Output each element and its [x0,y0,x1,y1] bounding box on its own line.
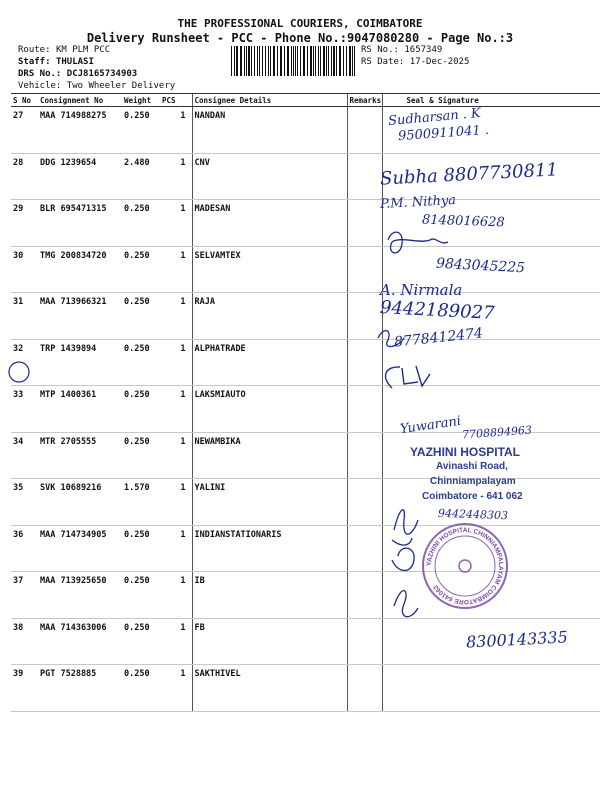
stamp-hospital-name: YAZHINI HOSPITAL [410,445,521,459]
consignee-cell: YALINI [192,479,347,526]
seal-ring-text: YAZHINI HOSPITAL CHINNIAMPALAYAM COIMBATORE 641062 [425,526,505,606]
sno-cell: 38 [11,618,38,665]
stamp-address-line: Avinashi Road, [436,461,508,472]
staff-label: Staff: [18,57,51,67]
sno-cell: 32 [11,339,38,386]
sno-cell: 28 [11,153,38,200]
pcs-cell: 1 [160,525,192,572]
pcs-cell: 1 [160,432,192,479]
pcs-cell: 1 [160,572,192,619]
sno-cell: 37 [11,572,38,619]
vehicle-label: Vehicle: [18,81,62,91]
consignment-cell: MTR 2705555 [38,432,122,479]
col-sno: S No [11,94,38,107]
consignment-cell: TMG 200834720 [38,246,122,293]
col-remarks: Remarks [347,94,382,107]
runsheet-subtitle: Delivery Runsheet - PCC - Phone No.:9047080280 - Page No.:3 [86,31,514,45]
consignee-cell: IB [192,572,347,619]
weight-cell: 0.250 [122,107,160,154]
consignee-cell: NANDAN [192,107,347,154]
col-signature: Seal & Signature [382,94,600,107]
weight-cell: 0.250 [122,200,160,247]
signature-34-phone: 7708894963 [461,423,533,442]
consignee-cell: NEWAMBIKA [192,432,347,479]
weight-cell: 1.570 [122,479,160,526]
pcs-cell: 1 [160,665,192,712]
signature-28: Subha 8807730811 [379,159,559,190]
signature-27-phone: 9500911041 . [397,122,490,145]
consignment-cell: MAA 713925650 [38,572,122,619]
row-33-signature-mark [386,366,430,388]
vehicle-value: Two Wheeler Delivery [66,81,176,91]
consignment-cell: MAA 714363006 [38,618,122,665]
weight-cell: 0.250 [122,293,160,340]
weight-cell: 2.480 [122,153,160,200]
consignment-cell: MAA 714734905 [38,525,122,572]
consignee-cell: SELVAMTEX [192,246,347,293]
signature-30-phone: 9843045225 [435,255,526,277]
weight-cell: 0.250 [122,432,160,479]
rs-date-label: RS Date: [361,57,405,67]
rs-no-label: RS No.: [361,45,399,55]
signature-34-name: Yuwarani [399,413,462,438]
signature-31-phone: 9442189027 [379,297,496,324]
signature-31-name: A. Nirmala [380,281,463,299]
consignee-cell: RAJA [192,293,347,340]
sno-cell: 34 [11,432,38,479]
pcs-cell: 1 [160,618,192,665]
consignee-cell: CNV [192,153,347,200]
consignee-cell: FB [192,618,347,665]
sno-cell: 31 [11,293,38,340]
weight-cell: 0.250 [122,665,160,712]
consignee-cell: SAKTHIVEL [192,665,347,712]
signature-39-phone: 8300143335 [465,627,569,652]
row-33-circle-mark [9,362,29,382]
signature-27-name: Sudharsan . K [387,105,482,130]
stamp-city-line: Coimbatore - 641 062 [422,491,523,502]
row-38-signature-mark [394,591,418,617]
sno-cell: 36 [11,525,38,572]
consignment-cell: SVK 10689216 [38,479,122,526]
consignment-cell: TRP 1439894 [38,339,122,386]
rs-no-value: 1657349 [404,45,443,55]
route-value: KM PLM PCC [55,45,111,55]
consignment-cell: DDG 1239654 [38,153,122,200]
consignment-cell: BLR 695471315 [38,200,122,247]
sno-cell: 33 [11,386,38,433]
consignment-cell: PGT 7528885 [38,665,122,712]
row-37-signature-mark [392,548,414,570]
pcs-cell: 1 [160,293,192,340]
row-30-signature-mark [388,232,448,253]
pcs-cell: 1 [160,107,192,154]
stamp-area-line: Chinniampalayam [430,476,516,487]
pcs-cell: 1 [160,246,192,293]
col-consignee: Consignee Details [192,94,347,107]
sno-cell: 29 [11,200,38,247]
consignee-cell: LAKSMIAUTO [192,386,347,433]
round-seal [423,524,507,608]
weight-cell: 0.250 [122,525,160,572]
consignee-cell: INDIANSTATIONARIS [192,525,347,572]
sno-cell: 39 [11,665,38,712]
consignment-cell: MTP 1400361 [38,386,122,433]
col-consignment: Consignment No [38,94,122,107]
weight-cell: 0.250 [122,386,160,433]
pcs-cell: 1 [160,200,192,247]
signature-32-phone: 8778412474 [393,325,484,351]
drs-label: DRS No.: [18,69,62,79]
signature-36-phone: 9442448303 [437,506,509,523]
rs-date-value: 17-Dec-2025 [409,57,470,67]
sno-cell: 35 [11,479,38,526]
weight-cell: 0.250 [122,618,160,665]
signature-29-phone: 8148016628 [421,212,505,231]
consignment-cell: MAA 714988275 [38,107,122,154]
pcs-cell: 1 [160,479,192,526]
weight-cell: 0.250 [122,339,160,386]
sno-cell: 30 [11,246,38,293]
route-label: Route: [18,45,51,55]
staff-value: THULASI [55,57,94,67]
weight-cell: 0.250 [122,572,160,619]
row-36-signature-mark [392,510,418,545]
weight-cell: 0.250 [122,246,160,293]
page-title: THE PROFESSIONAL COURIERS, COIMBATORE [177,17,423,30]
sno-cell: 27 [11,107,38,154]
signature-29-name: P.M. Nithya [379,193,457,212]
drs-value: DCJ8165734903 [66,69,138,79]
consignee-cell: MADESAN [192,200,347,247]
pcs-cell: 1 [160,386,192,433]
pcs-cell: 1 [160,153,192,200]
col-weight: Weight [122,94,160,107]
consignee-cell: ALPHATRADE [192,339,347,386]
col-pcs: PCS [160,94,192,107]
consignment-cell: MAA 713966321 [38,293,122,340]
pcs-cell: 1 [160,339,192,386]
